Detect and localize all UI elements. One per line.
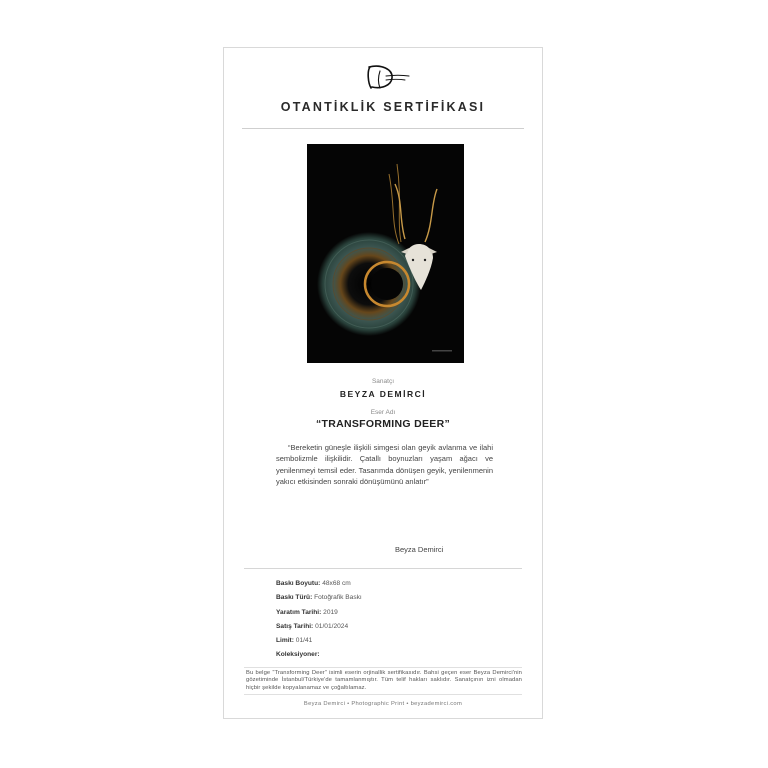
certificate-title: OTANTİKLİK SERTİFİKASI xyxy=(280,100,486,114)
detail-row xyxy=(276,637,516,651)
divider xyxy=(244,568,522,569)
details-list xyxy=(276,580,516,666)
detail-value: 01/01/2024 xyxy=(315,622,349,630)
detail-key: Yaratım Tarihi: xyxy=(276,608,322,616)
detail-row xyxy=(276,594,516,608)
divider xyxy=(242,128,524,129)
work-label: Eser Adı xyxy=(370,409,396,416)
copyright-notice: Bu belge “Transforming Deer” isimli eserin orjinallik sertifikasıdır. Bahsi geçen eser Beyza Demirci'nin gözetiminde İstanbul/Türkiye'de tamamlanmıştır. Tüm telif hakları saklıdır. Sanatçının izni olmadan hiçbir şekilde kopyalanamaz ve çoğaltılamaz. xyxy=(246,670,522,691)
divider xyxy=(244,667,522,668)
work-title: “TRANSFORMING DEER” xyxy=(315,418,451,430)
artist-name: BEYZA DEMİRCİ xyxy=(339,389,427,399)
detail-value: Fotoğrafik Baskı xyxy=(314,594,362,602)
artwork-description: “Bereketin güneşle ilişkili simgesi olan geyik avlanma ve ilahi sembolizmle ilişkilidir. Çatallı boynuzları yaşam ağacı ve yenilenmeyi temsil eder. Tasarımda dönüşen geyik, yenilenmenin yakıcı etkisinden sonraki dönüşümünü anlatır” xyxy=(276,443,493,486)
detail-row xyxy=(276,609,516,623)
artist-signature-logo xyxy=(361,61,411,93)
detail-row xyxy=(276,651,516,665)
certificate-card xyxy=(223,47,543,719)
signature-name: Beyza Demirci xyxy=(395,545,444,554)
footer-text: Beyza Demirci • Photographic Print • beyzademirci.com xyxy=(303,701,463,707)
divider xyxy=(244,694,522,695)
artwork-image xyxy=(307,144,464,363)
detail-key: Baskı Boyutu: xyxy=(276,580,321,587)
detail-key: Satış Tarihi: xyxy=(276,622,314,630)
detail-key: Baskı Türü: xyxy=(276,594,313,602)
detail-row xyxy=(276,623,516,637)
detail-value: 01/41 xyxy=(295,637,313,645)
detail-value: 48x68 cm xyxy=(322,580,351,587)
detail-key: Limit: xyxy=(276,637,294,645)
detail-row xyxy=(276,580,516,594)
artist-label: Sanatçı xyxy=(371,378,395,385)
detail-value: 2019 xyxy=(323,608,338,616)
detail-key: Koleksiyoner: xyxy=(276,651,320,659)
